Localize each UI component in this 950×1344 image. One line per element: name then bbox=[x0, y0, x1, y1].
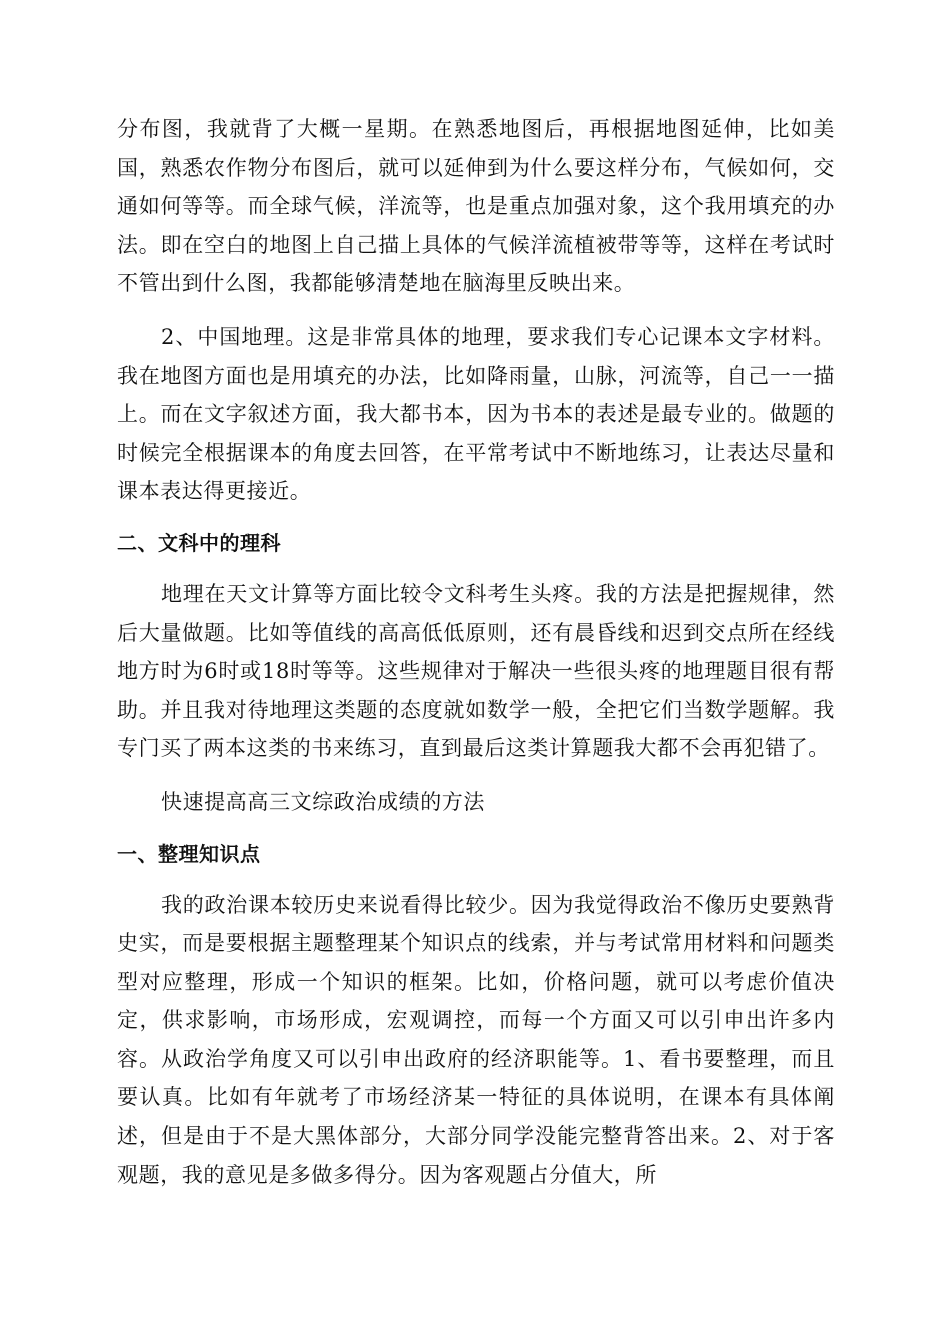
paragraph-science-in-liberal-arts: 地理在天文计算等方面比较令文科考生头疼。我的方法是把握规律，然后大量做题。比如等值线的高高低低原则，还有晨昏线和迟到交点所在经线地方时为6时或18时等等。这些规律对于解决一些很头疼的地理题目很有帮助。并且我对待地理这类题的态度就如数学一般，全把它们当数学题解。我专门买了两本这类的书来练习，直到最后这类计算题我大都不会再犯错了。 bbox=[117, 581, 835, 761]
paragraph-organize-knowledge: 我的政治课本较历史来说看得比较少。因为我觉得政治不像历史要熟背史实，而是要根据主题整理某个知识点的线索，并与考试常用材料和问题类型对应整理，形成一个知识的框架。比如，价格问题，就可以考虑价值决定，供求影响，市场形成，宏观调控，而每一个方面又可以引申出许多内容。从政治学角度又可以引申出政府的经济职能等。1、看书要整理，而且要认真。比如有年就考了市场经济某一特征的具体说明，在课本有具体阐述，但是由于不是大黑体部分，大部分同学没能完整背答出来。2、对于客观题，我的意见是多做多得分。因为客观题占分值大，所 bbox=[117, 892, 835, 1187]
subtitle-politics-methods: 快速提高高三文综政治成绩的方法 bbox=[161, 789, 485, 814]
section-heading-science-in-liberal-arts: 二、文科中的理科 bbox=[117, 530, 281, 555]
paragraph-world-geography-continued: 分布图，我就背了大概一星期。在熟悉地图后，再根据地图延伸，比如美国，熟悉农作物分布图后，就可以延伸到为什么要这样分布，气候如何，交通如何等等。而全球气候，洋流等，也是重点加强对象，这个我用填充的办法。即在空白的地图上自己描上具体的气候洋流植被带等等，这样在考试时不管出到什么图，我都能够清楚地在脑海里反映出来。 bbox=[117, 117, 835, 296]
section-heading-organize-knowledge: 一、整理知识点 bbox=[117, 841, 261, 866]
document-page bbox=[117, 110, 835, 1194]
paragraph-china-geography: 2、中国地理。这是非常具体的地理，要求我们专心记课本文字材料。我在地图方面也是用填充的办法，比如降雨量，山脉，河流等，自己一一描上。而在文字叙述方面，我大都书本，因为书本的表述是最专业的。做题的时候完全根据课本的角度去回答，在平常考试中不断地练习，让表达尽量和课本表达得更接近。 bbox=[117, 324, 835, 504]
